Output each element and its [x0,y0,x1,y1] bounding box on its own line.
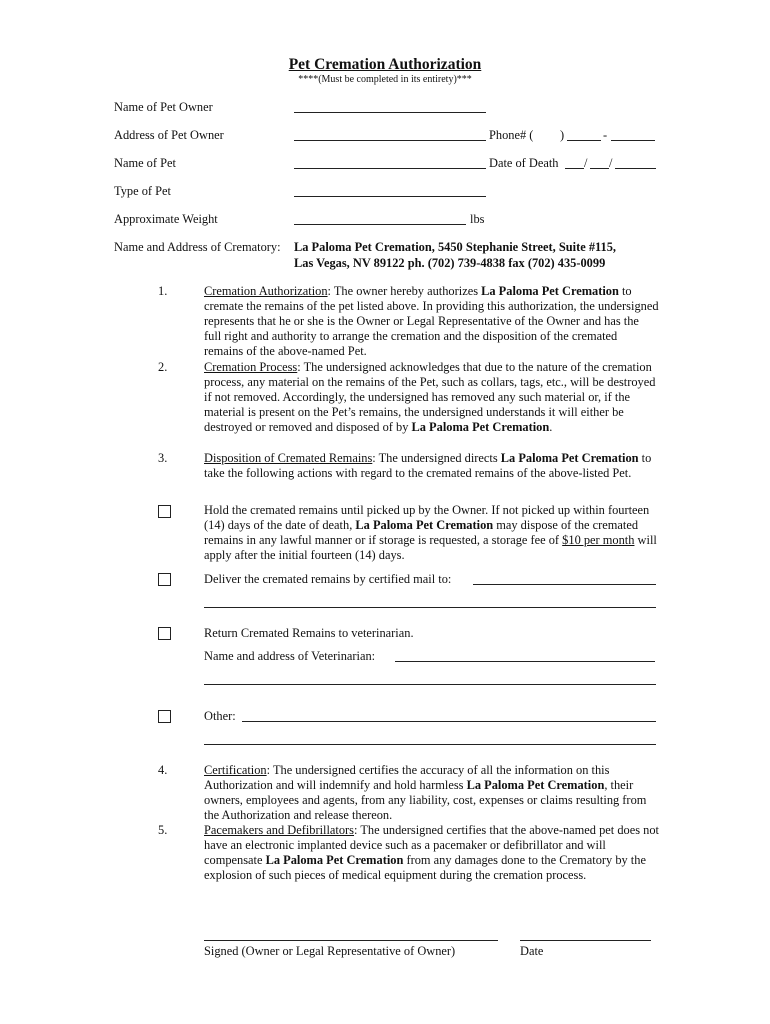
phone-label: Phone# ( [489,128,534,142]
weight-label: Approximate Weight [114,212,218,226]
other-field[interactable] [242,721,656,722]
option-text: Hold the cremated remains until picked up by the Owner. If not picked up within fourteen (14) days of the date of death, [204,503,650,533]
crematory-name: La Paloma Pet Cremation [411,420,550,435]
owner-address-field[interactable] [294,140,486,141]
crematory-name: La Paloma Pet Cremation [355,518,494,533]
crematory-name: La Paloma Pet Cremation [265,853,404,868]
section-number: 4. [158,763,168,777]
section-text: : The undersigned certifies that the above-named pet does not have an electronic implanted device such as a pacemaker or defibrillator and will compensate [204,823,659,868]
section-pacemakers [204,823,659,883]
date-signed-label: Date [520,944,544,958]
crematory-address-line2: Las Vegas, NV 89122 ph. (702) 739-4838 fax (702) 435-0099 [294,256,606,270]
section-heading: Cremation Process [204,360,298,374]
section-number: 3. [158,451,168,465]
crematory-name: La Paloma Pet Cremation [500,451,639,465]
date-slash: / [609,156,613,170]
death-year-field[interactable] [615,168,656,169]
vet-address-field-2[interactable] [204,684,656,685]
vet-address-label: Name and address of Veterinarian: [204,649,376,663]
mail-remains-checkbox[interactable] [158,573,171,586]
section-text: : The undersigned acknowledges that due to the nature of the cremation process, any material on the remains of the Pet, such as collars, tags, etc., will be destroyed if not removed. Accordingly, the undersigned has removed any such material or, if the material is present on the Pet’s remains, the undersigned understands it will either be destroyed or removed and disposed of by [204,360,656,435]
pet-name-label: Name of Pet [114,156,176,170]
mail-address-field[interactable] [473,584,656,585]
section-text: from any damages done to the Crematory by the explosion of such pieces of medical equipment during the cremation process. [204,853,646,883]
date-slash: / [584,156,588,170]
owner-name-label: Name of Pet Owner [114,100,213,114]
death-day-field[interactable] [590,168,609,169]
date-signed-field[interactable] [520,940,651,941]
section-heading: Disposition of Cremated Remains [204,451,373,465]
section-cremation-authorization [204,284,659,359]
hold-remains-checkbox[interactable] [158,505,171,518]
section-number: 5. [158,823,168,837]
document-title: Pet Cremation Authorization [288,56,482,73]
option-text: may dispose of the cremated remains in any lawful manner or if storage is requested, a storage fee of [204,518,639,548]
pet-type-field[interactable] [294,196,486,197]
pet-name-field[interactable] [294,168,486,169]
section-number: 1. [158,284,168,298]
return-to-vet-checkbox[interactable] [158,627,171,640]
pet-type-label: Type of Pet [114,184,171,198]
section-text: , their owners, employees and agents, from any liability, cost, expenses or claims resulting from the Authorization and release thereon. [204,778,647,823]
return-to-vet-label: Return Cremated Remains to veterinarian. [204,626,414,640]
section-heading: Certification [204,763,267,777]
hold-remains-option [204,503,659,563]
section-heading: Pacemakers and Defibrillators [204,823,355,837]
weight-unit: lbs [470,212,485,226]
vet-address-field[interactable] [395,661,655,662]
section-text: : The undersigned directs [372,451,501,465]
section-text: to take the following actions with regard to the cremated remains of the above-listed Pet. [204,451,652,481]
signature-field[interactable] [204,940,498,941]
mail-remains-label: Deliver the cremated remains by certified mail to: [204,572,452,586]
phone-line-field[interactable] [611,140,655,141]
phone-prefix-field[interactable] [567,140,601,141]
section-certification [204,763,659,823]
owner-address-label: Address of Pet Owner [114,128,224,142]
section-number: 2. [158,360,168,374]
death-month-field[interactable] [565,168,584,169]
document-subtitle: ****(Must be completed in its entirety)*** [298,74,472,85]
other-field-2[interactable] [204,744,656,745]
section-text: : The owner hereby authorizes [327,284,482,298]
section-disposition [204,451,659,481]
crematory-address-line1: La Paloma Pet Cremation, 5450 Stephanie Street, Suite #115, [294,240,617,254]
signature-label: Signed (Owner or Legal Representative of Owner) [204,944,456,958]
crematory-label: Name and Address of Crematory: [114,240,281,254]
option-text: will apply after the initial fourteen (14) days. [204,533,657,563]
phone-dash: - [603,128,608,142]
other-label: Other: [204,709,236,723]
date-of-death-label: Date of Death [489,156,559,170]
section-text: . [549,420,553,435]
phone-paren-close: ) [560,128,565,142]
mail-address-field-2[interactable] [204,607,656,608]
owner-name-field[interactable] [294,112,486,113]
crematory-name: La Paloma Pet Cremation [466,778,605,793]
section-cremation-process [204,360,659,435]
crematory-name: La Paloma Pet Cremation [481,284,619,298]
storage-fee: $10 per month [562,533,635,548]
section-heading: Cremation Authorization [204,284,328,298]
other-checkbox[interactable] [158,710,171,723]
weight-field[interactable] [294,224,466,225]
section-text: : The undersigned certifies the accuracy of all the information on this Authorization and will indemnify and hold harmless [204,763,610,793]
section-text: to cremate the remains of the pet listed above. In providing this authorization, the undersigned represents that he or she is the Owner or Legal Representative of the Owner and has the full right and authority to arrange the cremation and the disposition of the cremated remains of the above-named Pet. [204,284,659,359]
